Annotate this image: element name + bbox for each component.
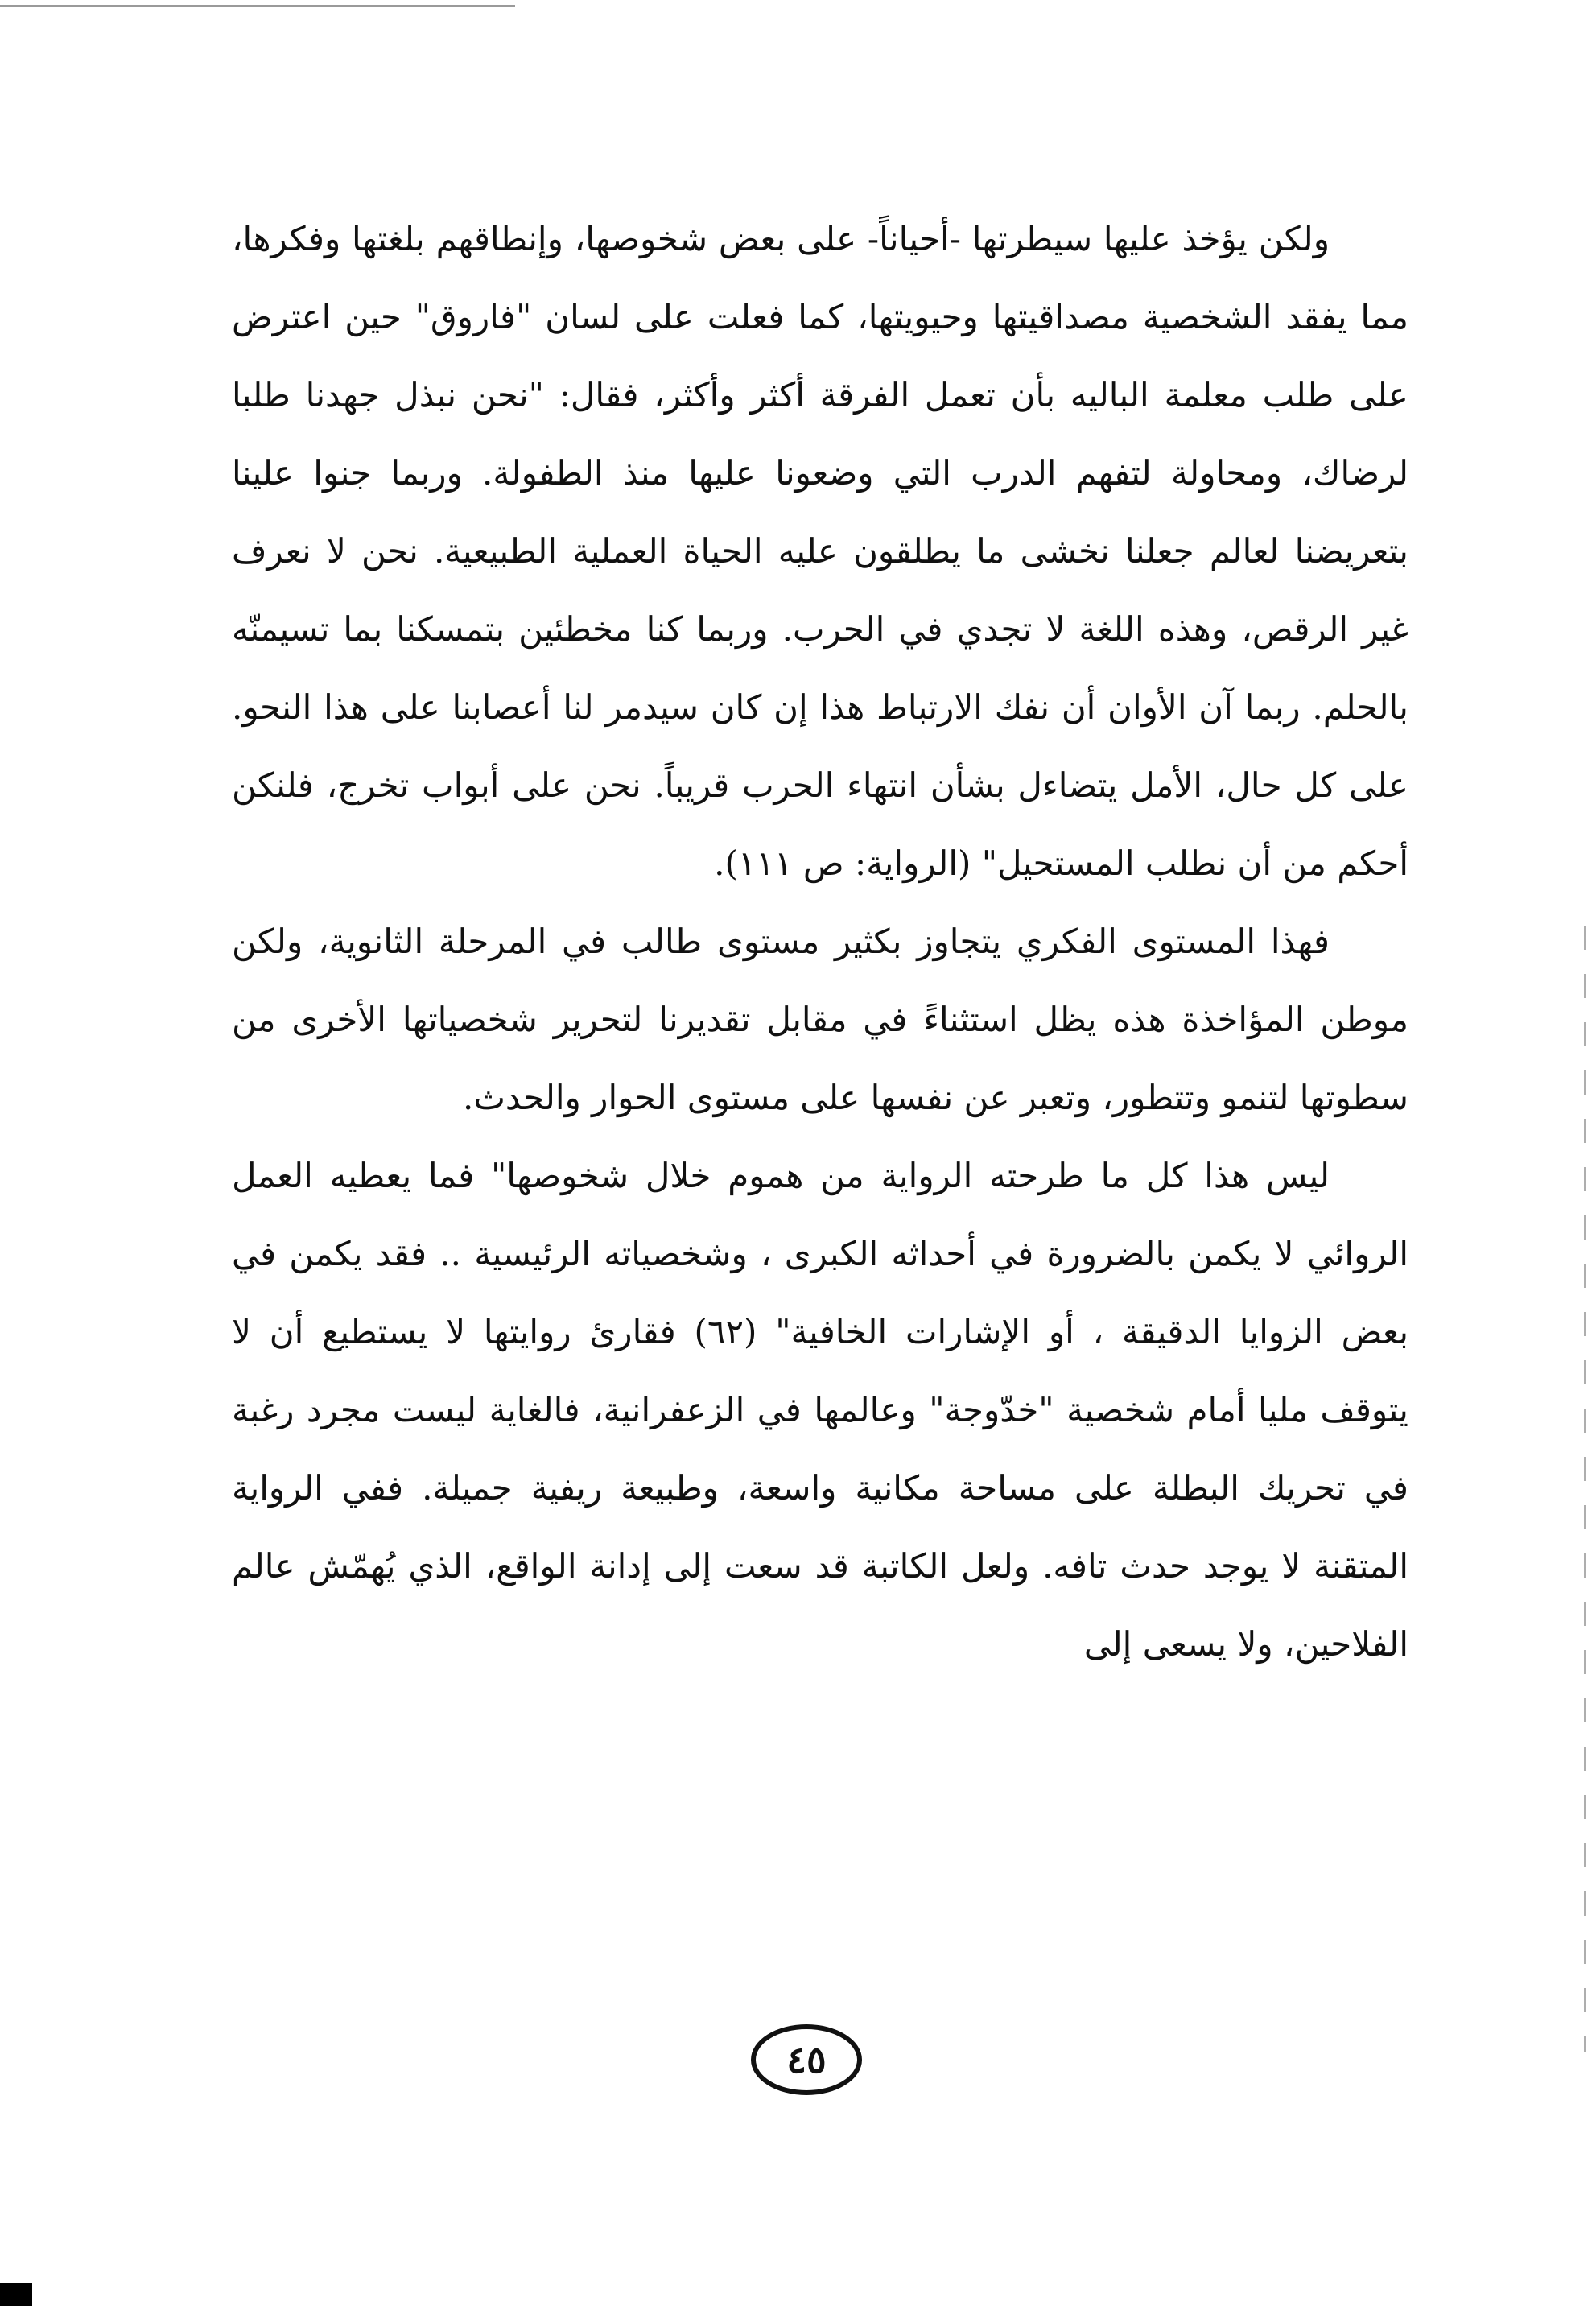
paragraph-1: ولكن يؤخذ عليها سيطرتها -أحياناً- على بعض شخوصها، وإنطاقهم بلغتها وفكرها، مما يفقد الشخصية مصداقيتها وحيويتها، كما فعلت على لسان "فاروق" حين اعترض على طلب معلمة الباليه بأن تعمل الفرقة أكثر وأكثر، فقال: "نحن نبذل جهدنا طلبا لرضاك، ومحاولة لتفهم الدرب التي وضعونا عليها منذ الطفولة. وربما جنوا علينا بتعريضنا لعالم جعلنا نخشى ما يطلقون عليه الحياة العملية الطبيعية. نحن لا نعرف غير الرقص، وهذه اللغة لا تجدي في الحرب. وربما كنا مخطئين بتمسكنا بما تسيمنّه بالحلم. ربما آن الأوان أن نفك الارتباط هذا إن كان سيدمر لنا أعصابنا على هذا النحو. على كل حال، الأمل يتضاءل بشأن انتهاء الحرب قريباً. نحن على أبواب تخرج، فلنكن أحكم من أن نطلب المستحيل" (الرواية: ص ١١١). xyxy=(232,219,1408,883)
paragraph-3: ليس هذا كل ما طرحته الرواية من هموم خلال شخوصها" فما يعطيه العمل الروائي لا يكمن بالضرورة في أحداثه الكبرى ، وشخصياته الرئيسية .. فقد يكمن في بعض الزوايا الدقيقة ، أو الإشارات الخافية" (٦٢) فقارئ روايتها لا يستطيع أن لا يتوقف مليا أمام شخصية "خدّوجة" وعالمها في الزعفرانية، فالغاية ليست مجرد رغبة في تحريك البطلة على مساحة مكانية واسعة، وطبيعة ريفية جميلة. ففي الرواية المتقنة لا يوجد حدث تافه. ولعل الكاتبة قد سعت إلى إدانة الواقع، الذي يُهمّش عالم الفلاحين، ولا يسعى إلى xyxy=(232,1156,1409,1664)
scan-edge-bottom xyxy=(0,2283,32,2306)
scan-edge-top xyxy=(0,5,515,7)
page-body xyxy=(232,200,1408,1683)
paragraph-2: فهذا المستوى الفكري يتجاوز بكثير مستوى طالب في المرحلة الثانوية، ولكن موطن المؤاخذة هذه يظل استثناءً في مقابل تقديرنا لتحرير شخصياتها الأخرى من سطوتها لتنمو وتتطور، وتعبر عن نفسها على مستوى الحوار والحدث. xyxy=(232,922,1408,1117)
page-number: ٤٥ xyxy=(786,2038,827,2081)
scan-edge-right xyxy=(1584,926,1586,2052)
page-number-oval xyxy=(751,2024,862,2095)
